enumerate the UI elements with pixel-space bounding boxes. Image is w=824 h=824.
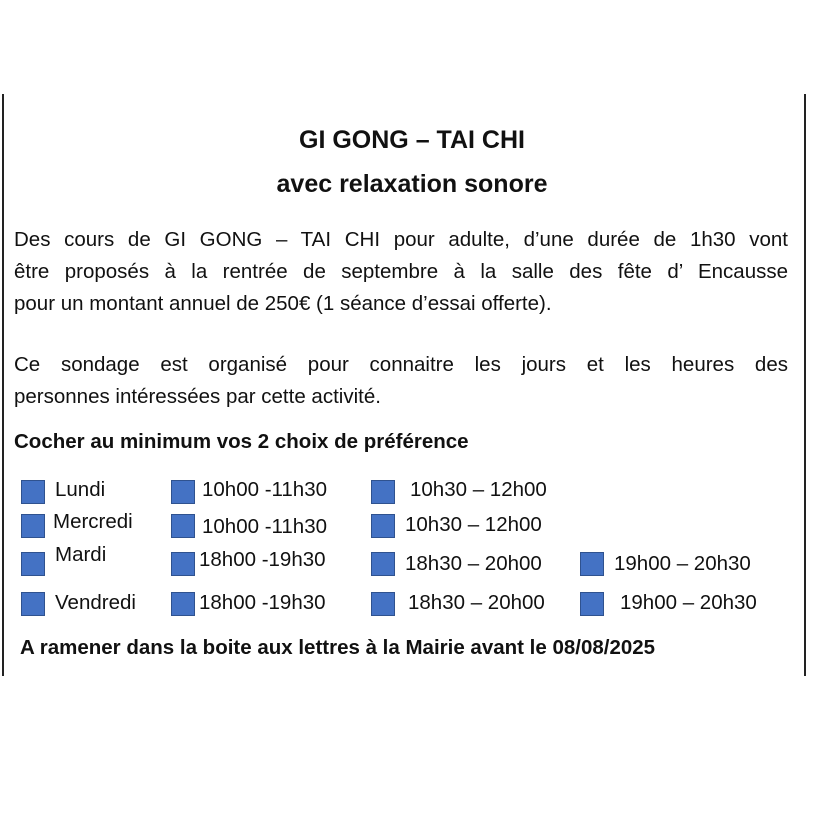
checkbox-lundi-slot-2[interactable] [371, 480, 395, 504]
instruction-text: Cocher au minimum vos 2 choix de préférence [14, 430, 469, 453]
checkbox-lundi[interactable] [21, 480, 45, 504]
intro-line-2: être proposés à la rentrée de septembre à la salle des fête d’ Encausse [14, 260, 788, 283]
day-label: Vendredi [55, 591, 136, 614]
checkbox-mercredi[interactable] [21, 514, 45, 538]
slot-label: 19h00 – 20h30 [620, 591, 757, 614]
slot-label: 18h00 -19h30 [199, 591, 326, 614]
schedule-row-mercredi [0, 510, 824, 544]
day-label: Mardi [55, 543, 107, 566]
title-line-2: avec relaxation sonore [276, 170, 548, 198]
day-label: Mercredi [53, 510, 133, 533]
checkbox-vendredi-slot-2[interactable] [371, 592, 395, 616]
checkbox-vendredi-slot-1[interactable] [171, 592, 195, 616]
checkbox-mardi[interactable] [21, 552, 45, 576]
return-instructions: A ramener dans la boite aux lettres à la Mairie avant le 08/08/2025 [20, 636, 656, 659]
title-line-1: GI GONG – TAI CHI [299, 126, 525, 154]
checkbox-mardi-slot-3[interactable] [580, 552, 604, 576]
survey-line-1: Ce sondage est organisé pour connaitre les jours et les heures des [14, 353, 788, 376]
slot-label: 10h00 -11h30 [202, 515, 328, 538]
slot-label: 19h00 – 20h30 [614, 552, 751, 575]
checkbox-vendredi-slot-3[interactable] [580, 592, 604, 616]
slot-label: 18h00 -19h30 [199, 548, 326, 571]
checkbox-vendredi[interactable] [21, 592, 45, 616]
slot-label: 10h00 -11h30 [202, 478, 328, 501]
checkbox-lundi-slot-1[interactable] [171, 480, 195, 504]
intro-line-3: pour un montant annuel de 250€ (1 séance d’essai offerte). [14, 292, 552, 315]
intro-paragraph [14, 224, 788, 320]
checkbox-mercredi-slot-2[interactable] [371, 514, 395, 538]
day-label: Lundi [55, 478, 106, 501]
intro-line-1: Des cours de GI GONG – TAI CHI pour adulte, d’une durée de 1h30 vont [14, 228, 788, 251]
checkbox-mardi-slot-1[interactable] [171, 552, 195, 576]
schedule-row-lundi [0, 476, 824, 510]
schedule-row-mardi [0, 543, 824, 581]
slot-label: 18h30 – 20h00 [408, 591, 545, 614]
survey-paragraph [14, 349, 788, 413]
checkbox-mardi-slot-2[interactable] [371, 552, 395, 576]
checkbox-mercredi-slot-1[interactable] [171, 514, 195, 538]
slot-label: 10h30 – 12h00 [410, 478, 547, 501]
schedule-row-vendredi [0, 588, 824, 622]
survey-line-2: personnes intéressées par cette activité. [14, 385, 381, 408]
slot-label: 18h30 – 20h00 [405, 552, 542, 575]
slot-label: 10h30 – 12h00 [405, 513, 542, 536]
